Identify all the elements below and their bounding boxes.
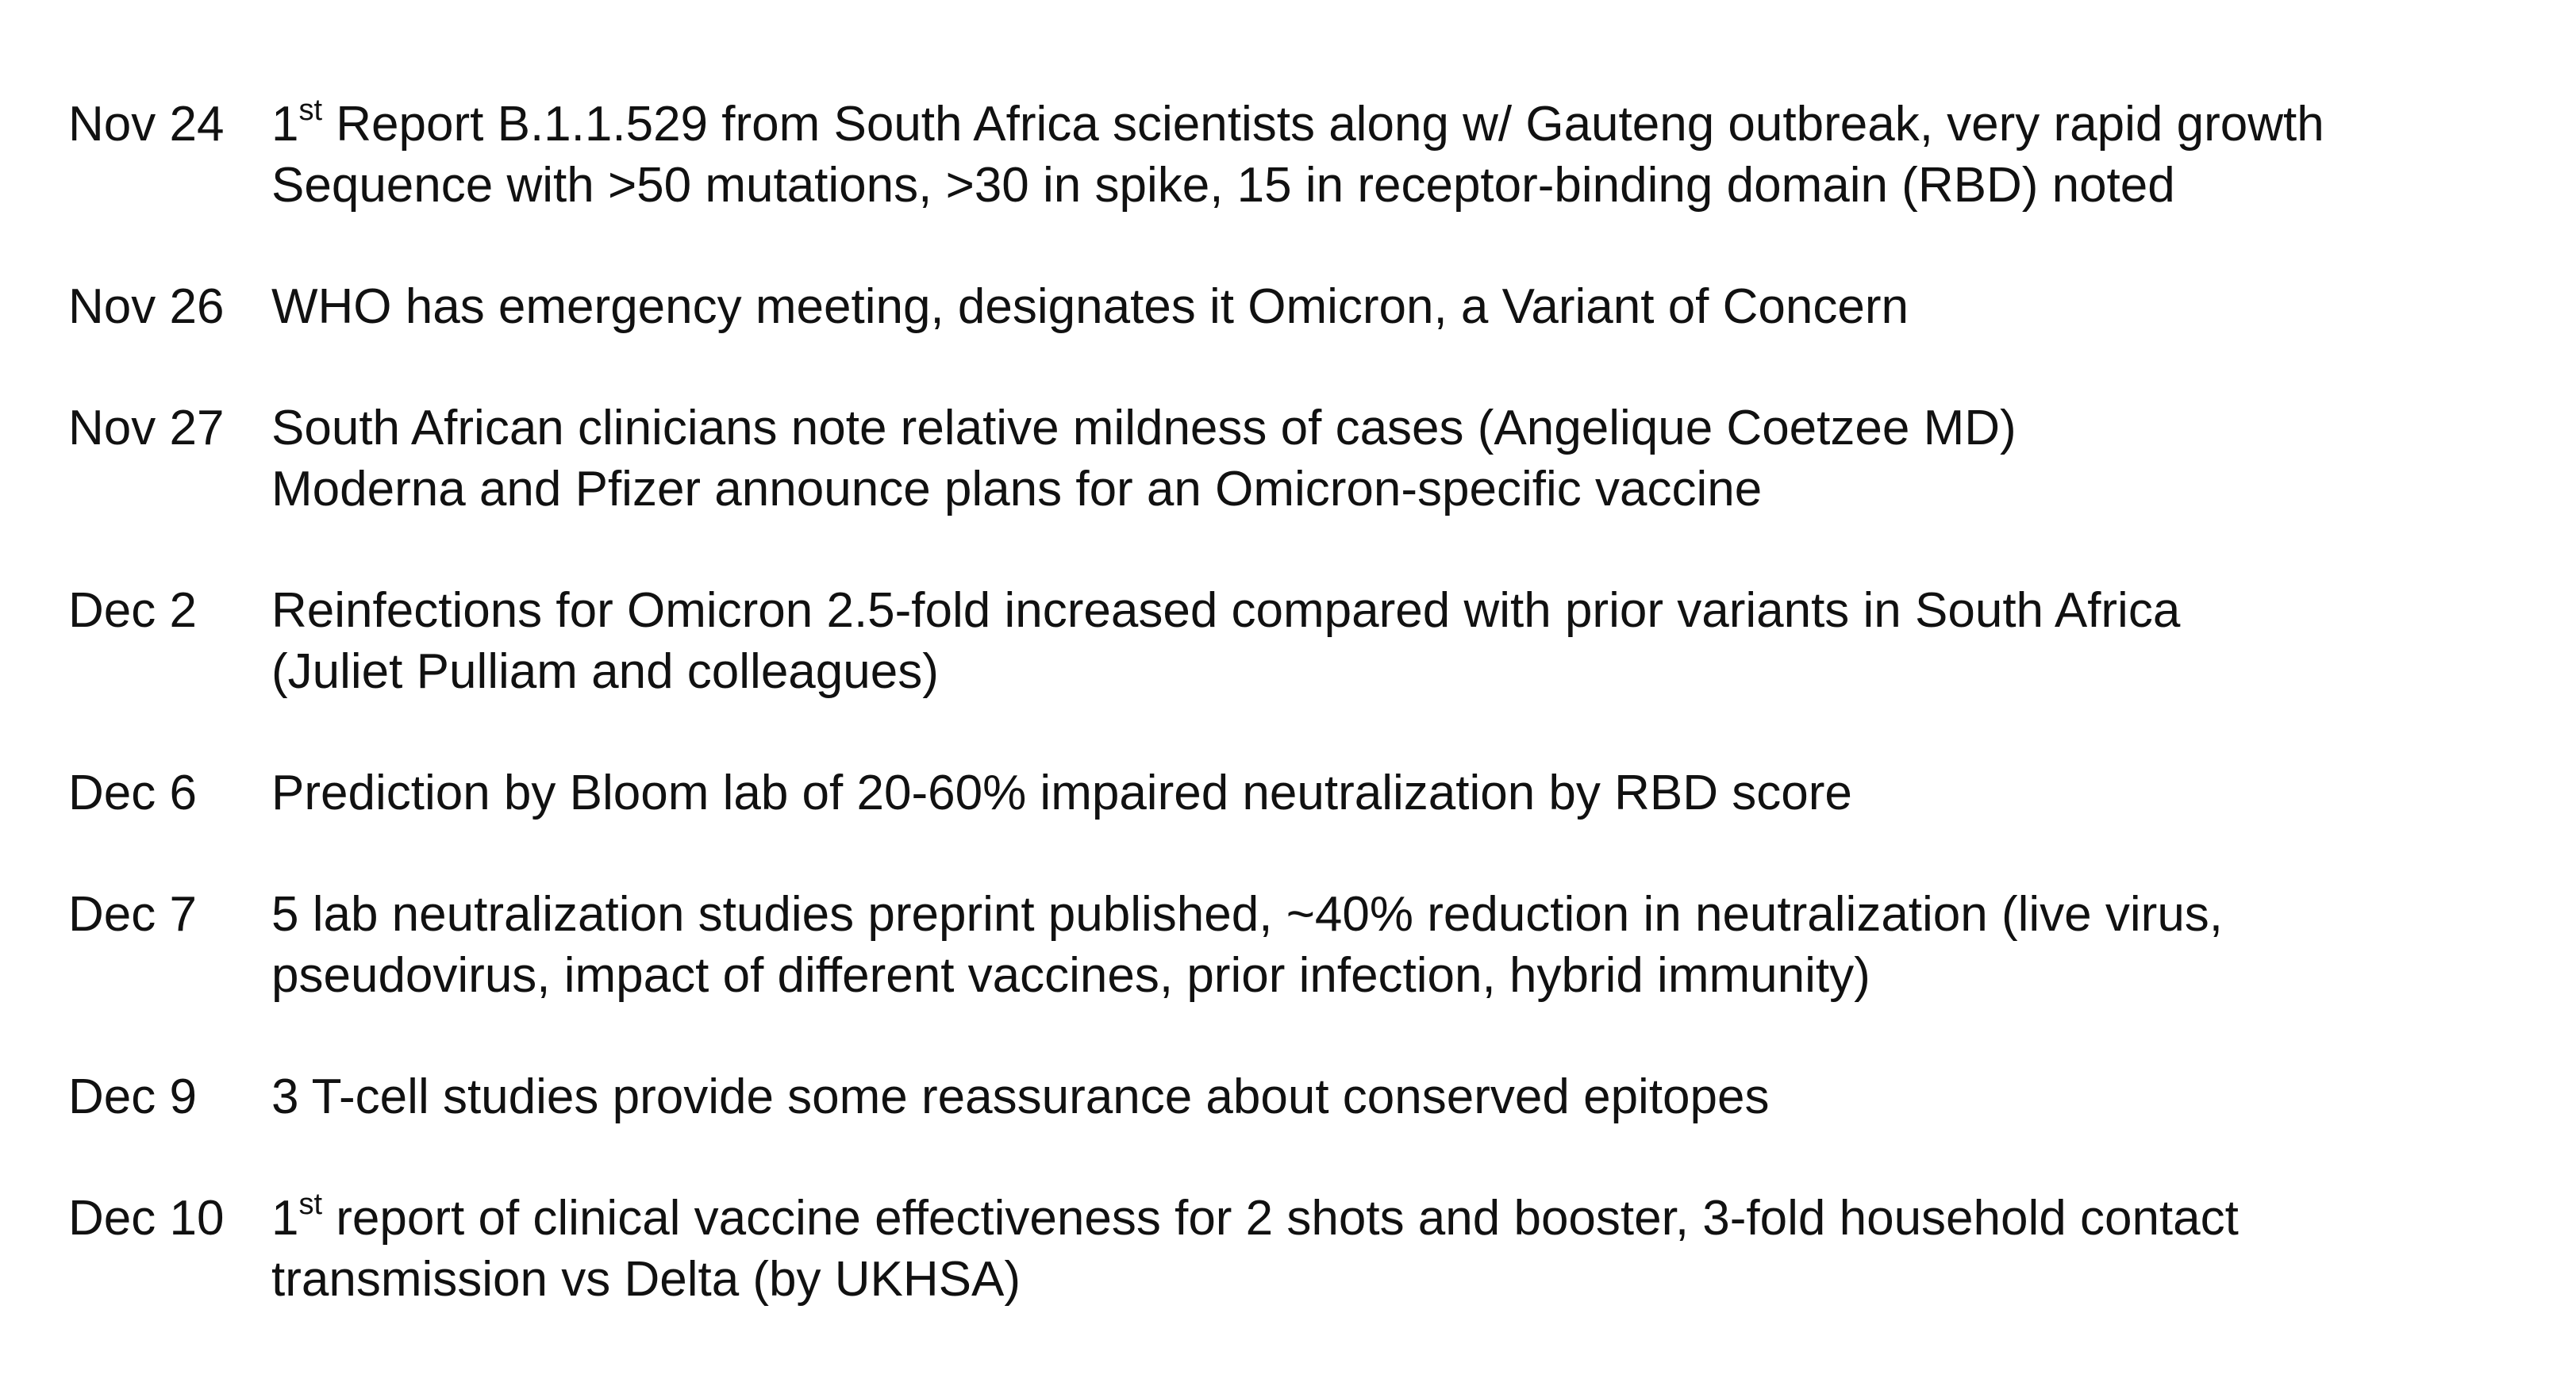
- entry-text: [271, 94, 2528, 216]
- entry-date: Dec 7: [68, 887, 197, 942]
- entry-line: [271, 1188, 2528, 1249]
- entry-date: Nov 26: [68, 279, 225, 334]
- entry-line: Sequence with >50 mutations, >30 in spike, 15 in receptor-binding domain (RBD) noted: [271, 158, 2175, 213]
- entry-date: Dec 2: [68, 583, 197, 638]
- entry-line: pseudovirus, impact of different vaccines, prior infection, hybrid immunity): [271, 948, 1870, 1003]
- entry-line: Reinfections for Omicron 2.5-fold increased compared with prior variants in South Africa: [271, 583, 2181, 638]
- timeline-entry-dec-6: [68, 762, 2528, 824]
- entry-line: 3 T-cell studies provide some reassurance about conserved epitopes: [271, 1069, 1770, 1124]
- timeline: [68, 94, 2528, 1370]
- entry-line: transmission vs Delta (by UKHSA): [271, 1252, 1021, 1307]
- timeline-entry-nov-24: [68, 94, 2528, 216]
- entry-text: [271, 1066, 2528, 1127]
- entry-text: [271, 762, 2528, 824]
- entry-text: [271, 1188, 2528, 1310]
- timeline-entry-dec-2: [68, 580, 2528, 702]
- timeline-entry-dec-7: [68, 884, 2528, 1006]
- entry-line: (Juliet Pulliam and colleagues): [271, 644, 939, 699]
- entry-date: Nov 24: [68, 97, 225, 152]
- entry-text: [271, 276, 2528, 337]
- ordinal-number: 1: [271, 1191, 299, 1246]
- timeline-entry-dec-9: [68, 1066, 2528, 1127]
- timeline-entry-nov-26: [68, 276, 2528, 337]
- timeline-entry-dec-10: [68, 1188, 2528, 1310]
- ordinal-number: 1: [271, 97, 299, 152]
- ordinal-suffix: st: [298, 94, 323, 127]
- entry-text: [271, 884, 2528, 1006]
- entry-line: Prediction by Bloom lab of 20-60% impaired neutralization by RBD score: [271, 766, 1852, 820]
- entry-line: WHO has emergency meeting, designates it Omicron, a Variant of Concern: [271, 279, 1909, 334]
- entry-date: Nov 27: [68, 401, 225, 455]
- entry-line: Moderna and Pfizer announce plans for an Omicron-specific vaccine: [271, 462, 1763, 516]
- entry-line: [271, 94, 2528, 155]
- entry-date: Dec 9: [68, 1069, 197, 1124]
- entry-line-text: Report B.1.1.529 from South Africa scientists along w/ Gauteng outbreak, very rapid growth: [322, 97, 2324, 152]
- ordinal-suffix: st: [298, 1188, 323, 1221]
- entry-date: Dec 10: [68, 1191, 225, 1246]
- entry-line: South African clinicians note relative mildness of cases (Angelique Coetzee MD): [271, 401, 2017, 455]
- entry-line: 5 lab neutralization studies preprint published, ~40% reduction in neutralization (live virus,: [271, 887, 2224, 942]
- entry-text: [271, 580, 2528, 702]
- entry-line-text: report of clinical vaccine effectiveness for 2 shots and booster, 3-fold household contact: [322, 1191, 2239, 1246]
- entry-date: Dec 6: [68, 766, 197, 820]
- timeline-entry-nov-27: [68, 397, 2528, 520]
- entry-text: [271, 397, 2528, 520]
